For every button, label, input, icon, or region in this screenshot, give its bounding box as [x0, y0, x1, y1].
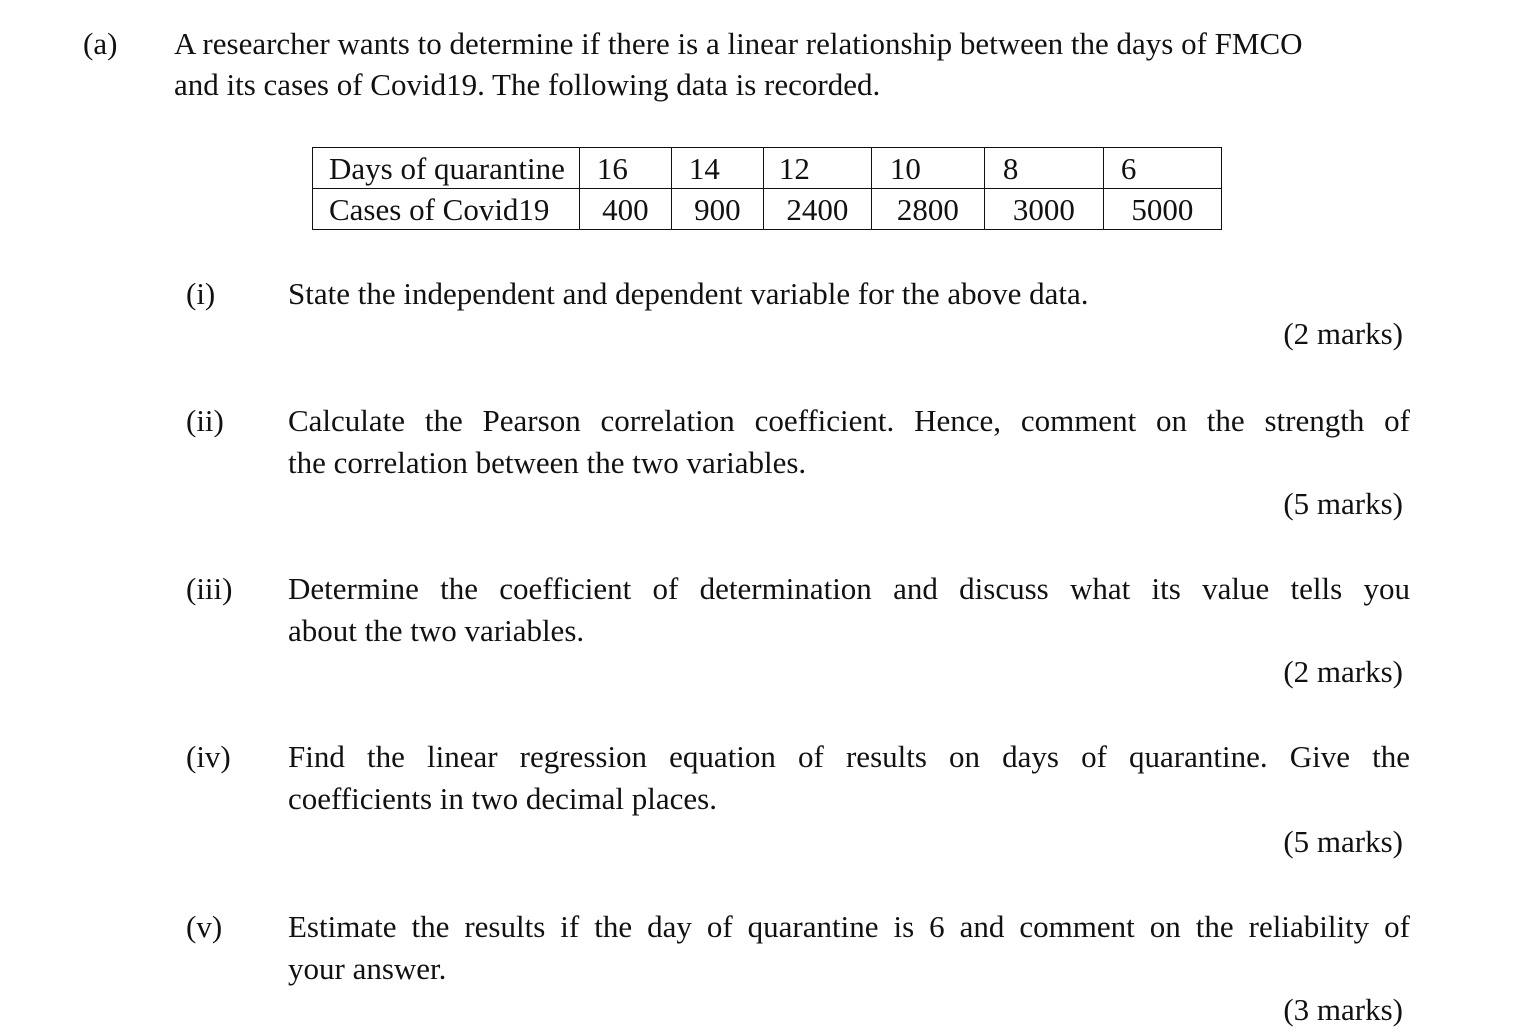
question-number: (i)	[186, 276, 216, 311]
table-row-cases	[313, 189, 1222, 230]
cases-cell: 5000	[1103, 189, 1221, 230]
days-cell: 10	[871, 148, 984, 189]
question-text: about the two variables.	[288, 613, 585, 648]
marks-label: (3 marks)	[1283, 992, 1403, 1027]
marks-label: (5 marks)	[1283, 486, 1403, 521]
intro-line-1: A researcher wants to determine if there is a linear relationship between the days of FMCO	[174, 26, 1303, 61]
question-text: Find the linear regression equation of results on days of quarantine. Give the	[288, 739, 1410, 774]
question-number: (ii)	[186, 403, 224, 438]
cases-cell: 900	[671, 189, 763, 230]
question-text: Estimate the results if the day of quarantine is 6 and comment on the reliability of	[288, 909, 1410, 944]
cases-cell: 2800	[871, 189, 984, 230]
cases-cell: 3000	[984, 189, 1103, 230]
cases-cell: 400	[579, 189, 671, 230]
days-cell: 16	[579, 148, 671, 189]
marks-label: (5 marks)	[1283, 824, 1403, 859]
days-cell: 8	[984, 148, 1103, 189]
question-number: (v)	[186, 909, 223, 944]
question-text: State the independent and dependent variable for the above data.	[288, 276, 1089, 311]
question-number: (iii)	[186, 571, 233, 606]
row-header-cases: Cases of Covid19	[313, 189, 580, 230]
intro-line-2: and its cases of Covid19. The following data is recorded.	[174, 67, 881, 102]
data-table	[312, 147, 1222, 230]
question-text: coefficients in two decimal places.	[288, 781, 717, 816]
marks-label: (2 marks)	[1283, 316, 1403, 351]
question-number: (iv)	[186, 739, 231, 774]
days-cell: 12	[763, 148, 871, 189]
question-text: Determine the coefficient of determination and discuss what its value tells you	[288, 571, 1410, 606]
days-cell: 6	[1103, 148, 1221, 189]
part-label: (a)	[83, 26, 118, 61]
row-header-days: Days of quarantine	[313, 148, 580, 189]
table-row-days	[313, 148, 1222, 189]
marks-label: (2 marks)	[1283, 654, 1403, 689]
cases-cell: 2400	[763, 189, 871, 230]
days-cell: 14	[671, 148, 763, 189]
question-text: Calculate the Pearson correlation coefficient. Hence, comment on the strength of	[288, 403, 1410, 438]
question-text: your answer.	[288, 951, 447, 986]
question-text: the correlation between the two variables.	[288, 445, 807, 480]
